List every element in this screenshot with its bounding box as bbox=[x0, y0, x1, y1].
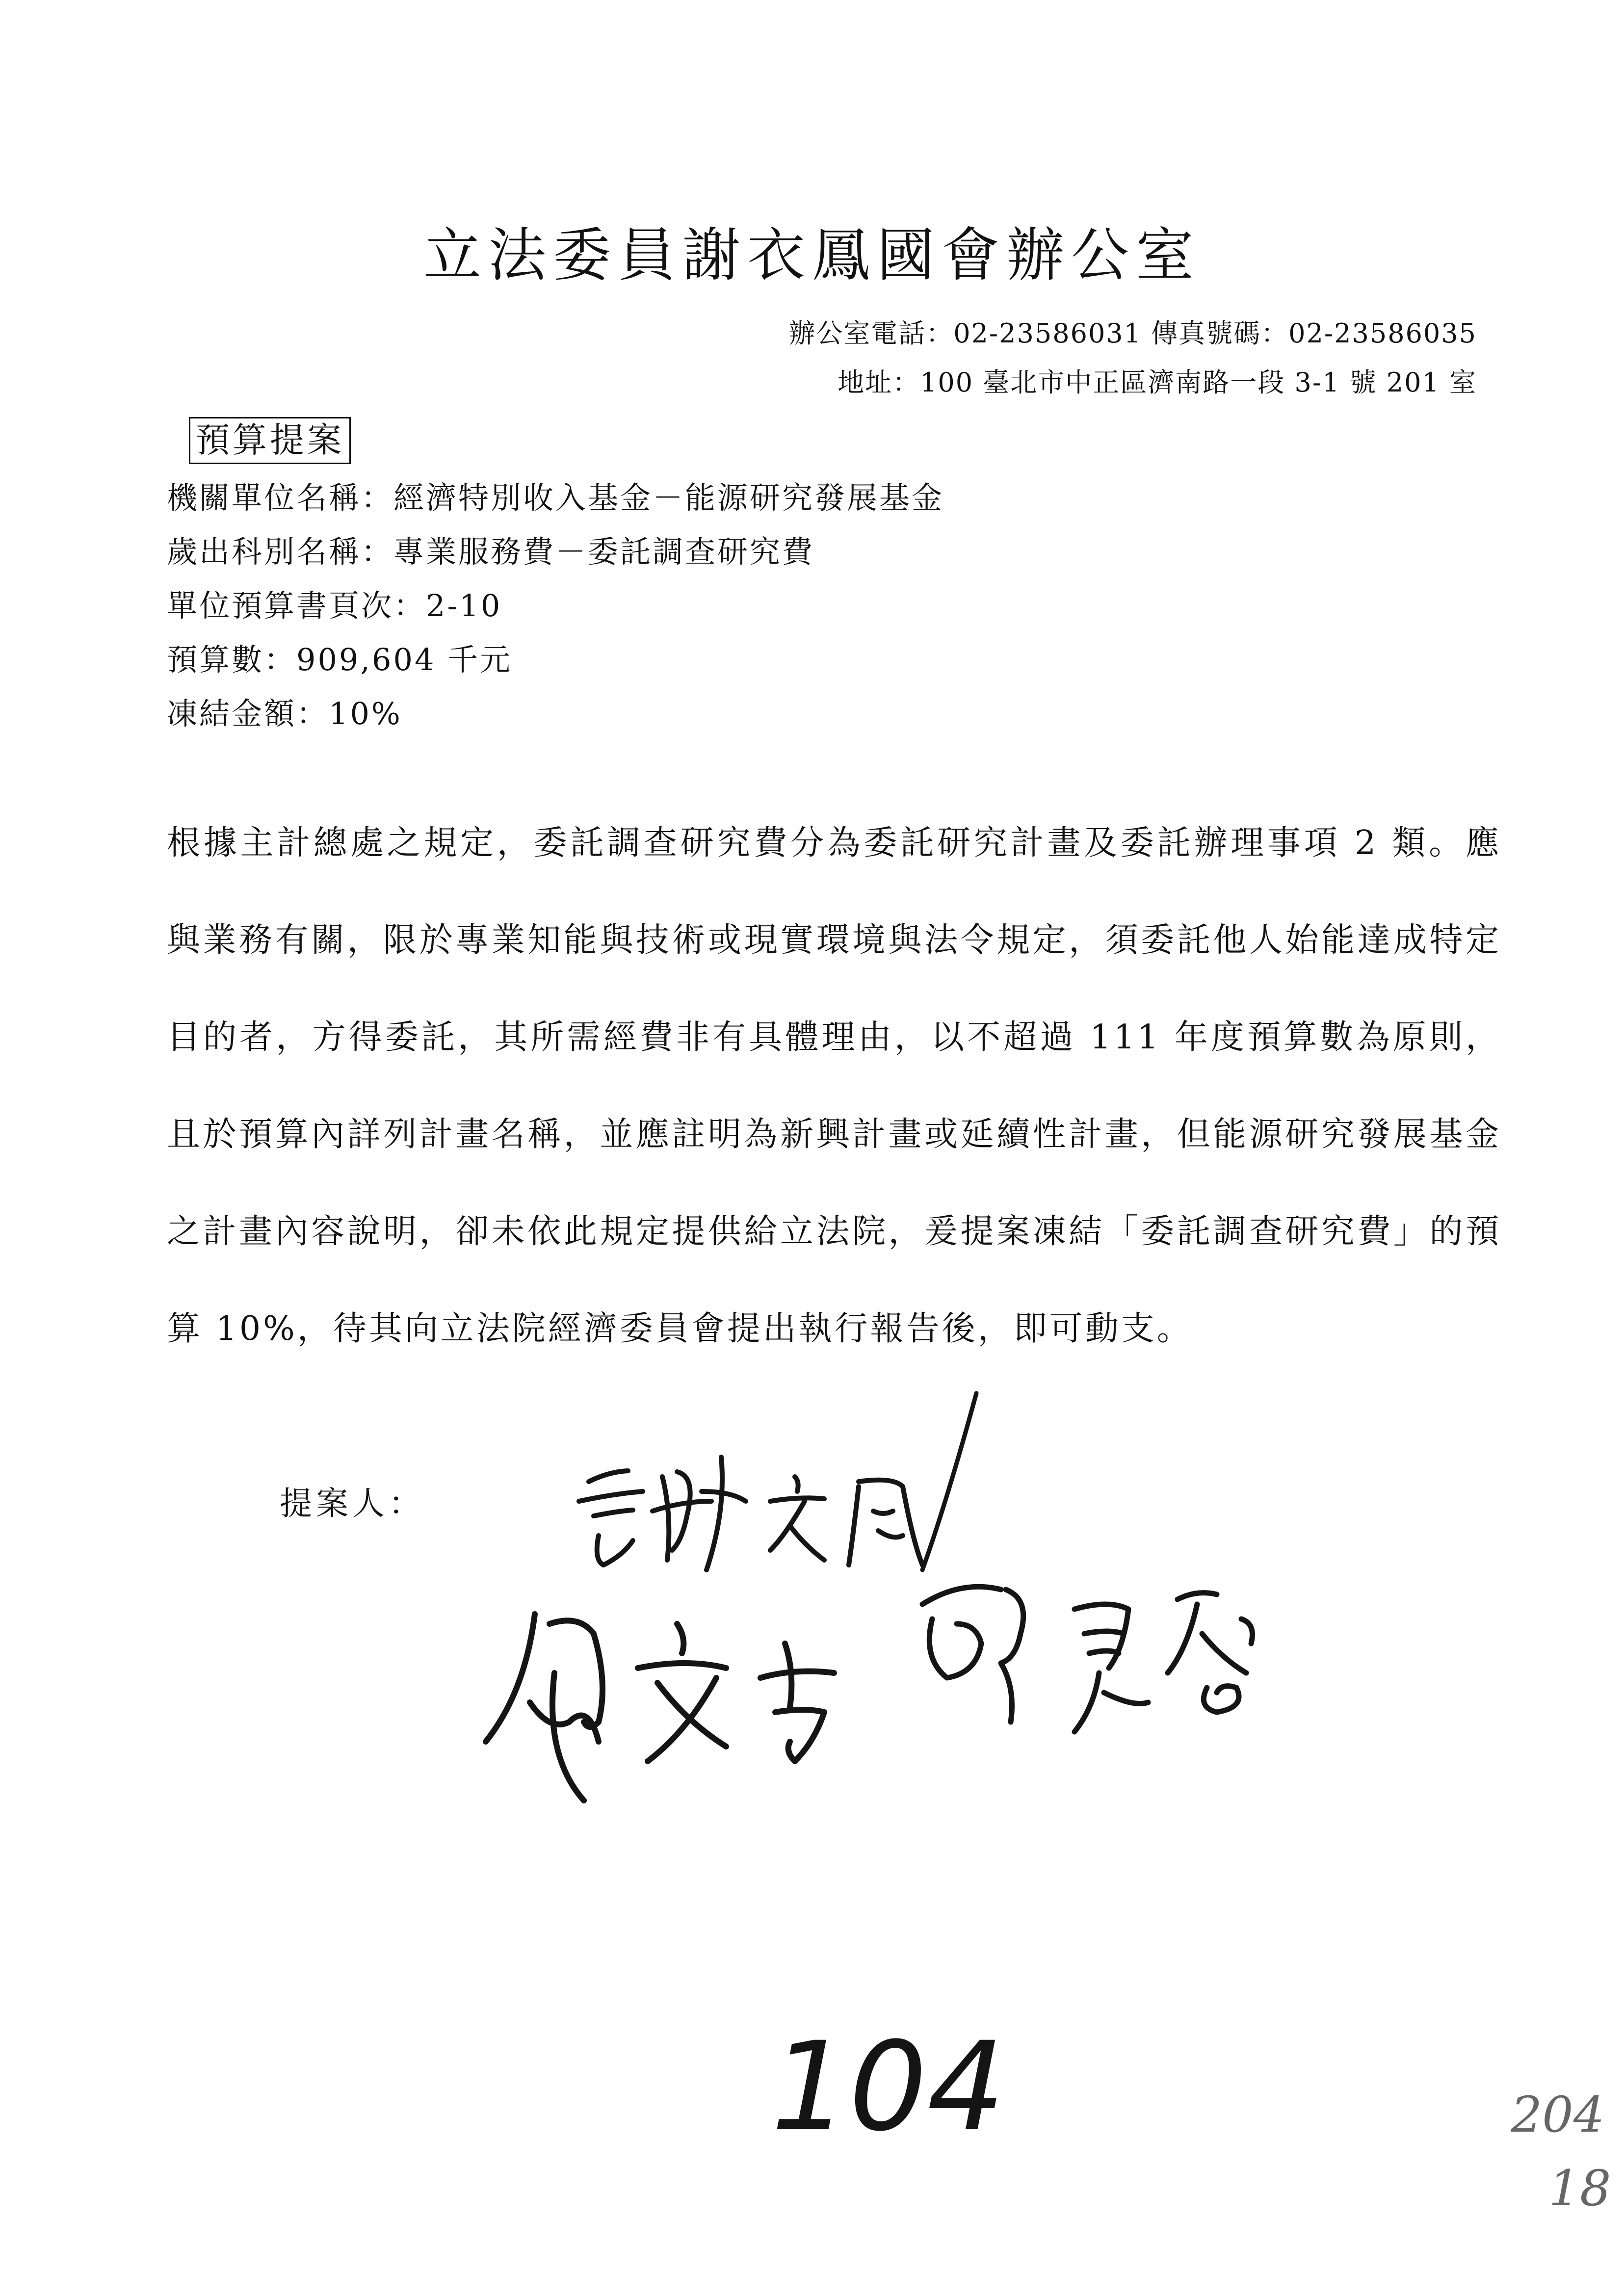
proposal-body-text: 根據主計總處之規定，委託調查研究費分為委託研究計畫及委託辦理事項 2 類。應與業務有關，限於專業知能與技術或現實環境與法令規定，須委託他人始能達成特定目的者，方得委託，其所需經費非有具體理由，以不超過 111 年度預算數為原則，且於預算內詳列計畫名稱，並應註明為新興計畫或延續性計畫，但能源研究發展基金之計畫內容說明，卻未依此規定提供給立法院，爰提案凍結「委託調查研究費」的預算 10%，待其向立法院經濟委員會提出執行報告後，即可動支。 bbox=[167, 824, 1501, 1348]
office-title: 立法委員謝衣鳳國會辦公室 bbox=[423, 221, 1201, 289]
expenditure-item: 歲出科別名稱：專業服務費－委託調查研究費 bbox=[167, 534, 815, 570]
proposal-type-box: 預算提案 bbox=[189, 417, 351, 464]
proposer-label: 提案人： bbox=[280, 1485, 425, 1522]
handwritten-page-number-text: 104 bbox=[771, 2015, 1005, 2158]
budget-amount: 預算數：909,604 千元 bbox=[167, 642, 513, 678]
frozen-amount: 凍結金額：10% bbox=[167, 696, 402, 731]
contact-address: 地址：100 臺北市中正區濟南路一段 3-1 號 201 室 bbox=[838, 367, 1477, 398]
corner-note-top bbox=[1509, 2083, 1607, 2146]
contact-phone-fax: 辦公室電話：02-23586031 傳真號碼：02-23586035 bbox=[788, 318, 1477, 349]
signature-1 bbox=[559, 1354, 981, 1580]
signature-2 bbox=[471, 1585, 913, 1840]
budget-page-reference: 單位預算書頁次：2-10 bbox=[167, 588, 502, 624]
agency-name: 機關單位名稱：經濟特別收入基金－能源研究發展基金 bbox=[167, 480, 944, 516]
corner-note-bottom bbox=[1548, 2159, 1611, 2218]
signature-3 bbox=[903, 1560, 1305, 1766]
corner-note-top-text: 204 bbox=[1511, 2086, 1605, 2143]
handwritten-page-number bbox=[751, 2015, 1025, 2158]
corner-note-bottom-text: 18 bbox=[1548, 2160, 1611, 2217]
